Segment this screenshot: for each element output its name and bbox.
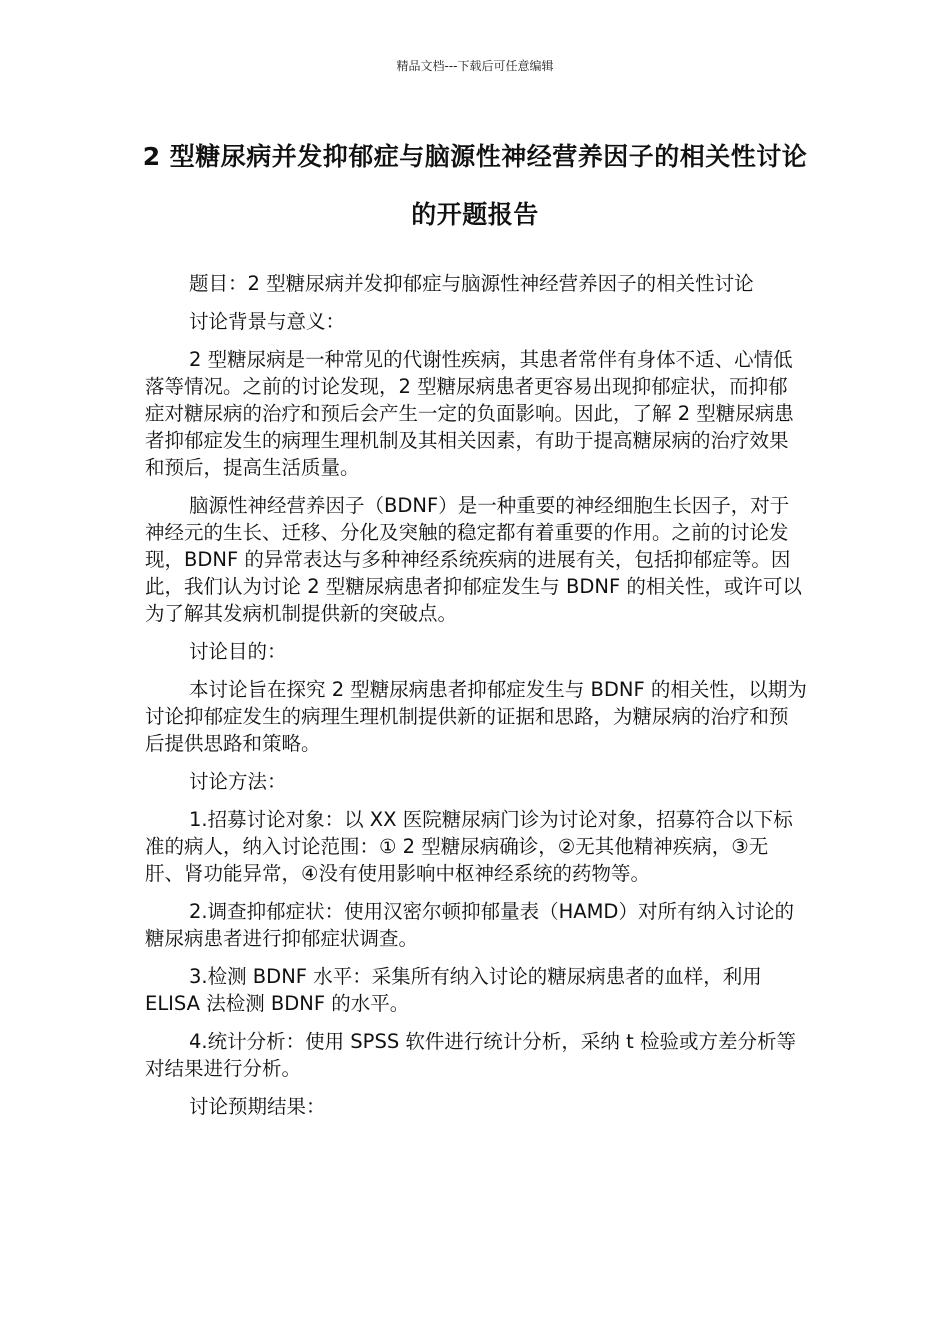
document-title: 2 型糖尿病并发抑郁症与脑源性神经营养因子的相关性讨论的开题报告 xyxy=(142,142,808,229)
method-item-statistics: 4.统计分析：使用 SPSS 软件进行统计分析，采纳 t 检验或方差分析等对结果进行分析。 xyxy=(145,1030,796,1080)
purpose-heading: 讨论目的： xyxy=(189,640,287,663)
background-paragraph-diabetes: 2 型糖尿病是一种常见的代谢性疾病，其患者常伴有身体不适、心情低落等情况。之前的讨论发现，2 型糖尿病患者更容易出现抑郁症状，而抑郁症对糖尿病的治疗和预后会产生一定的负面影响。因此，了解 2 型糖尿病患者抑郁症发生的病理生理机制及其相关因素，有助于提高糖尿病的治疗效果和预后，提高生活质量。 xyxy=(145,348,794,479)
methods-heading: 讨论方法： xyxy=(189,770,287,793)
topic-paragraph: 题目：2 型糖尿病并发抑郁症与脑源性神经营养因子的相关性讨论 xyxy=(189,272,754,295)
purpose-paragraph: 本讨论旨在探究 2 型糖尿病患者抑郁症发生与 BDNF 的相关性，以期为讨论抑郁症发生的病理生理机制提供新的证据和思路，为糖尿病的治疗和预后提供思路和策略。 xyxy=(145,678,807,755)
method-item-recruit: 1.招募讨论对象：以 XX 医院糖尿病门诊为讨论对象，招募符合以下标准的病人，纳入讨论范围：① 2 型糖尿病确诊，②无其他精神疾病，③无肝、肾功能异常，④没有使用影响中枢神经系统的药物等。 xyxy=(145,808,793,885)
page-header-note: 精品文档---下载后可任意编辑 xyxy=(396,59,554,73)
expected-results-heading: 讨论预期结果： xyxy=(189,1095,326,1118)
background-heading: 讨论背景与意义： xyxy=(189,310,346,333)
method-item-detection: 3.检测 BDNF 水平：采集所有纳入讨论的糖尿病患者的血样，利用 ELISA 法检测 BDNF 的水平。 xyxy=(145,965,762,1015)
background-paragraph-bdnf: 脑源性神经营养因子（BDNF）是一种重要的神经细胞生长因子，对于神经元的生长、迁移、分化及突触的稳定都有着重要的作用。之前的讨论发现，BDNF 的异常表达与多种神经系统疾病的进展有关，包括抑郁症等。因此，我们认为讨论 2 型糖尿病患者抑郁症发生与 BDNF 的相关性，或许可以为了解其发病机制提供新的突破点。 xyxy=(145,494,802,625)
document-body xyxy=(145,270,807,1131)
method-item-survey: 2.调查抑郁症状：使用汉密尔顿抑郁量表（HAMD）对所有纳入讨论的糖尿病患者进行抑郁症状调查。 xyxy=(145,900,794,950)
